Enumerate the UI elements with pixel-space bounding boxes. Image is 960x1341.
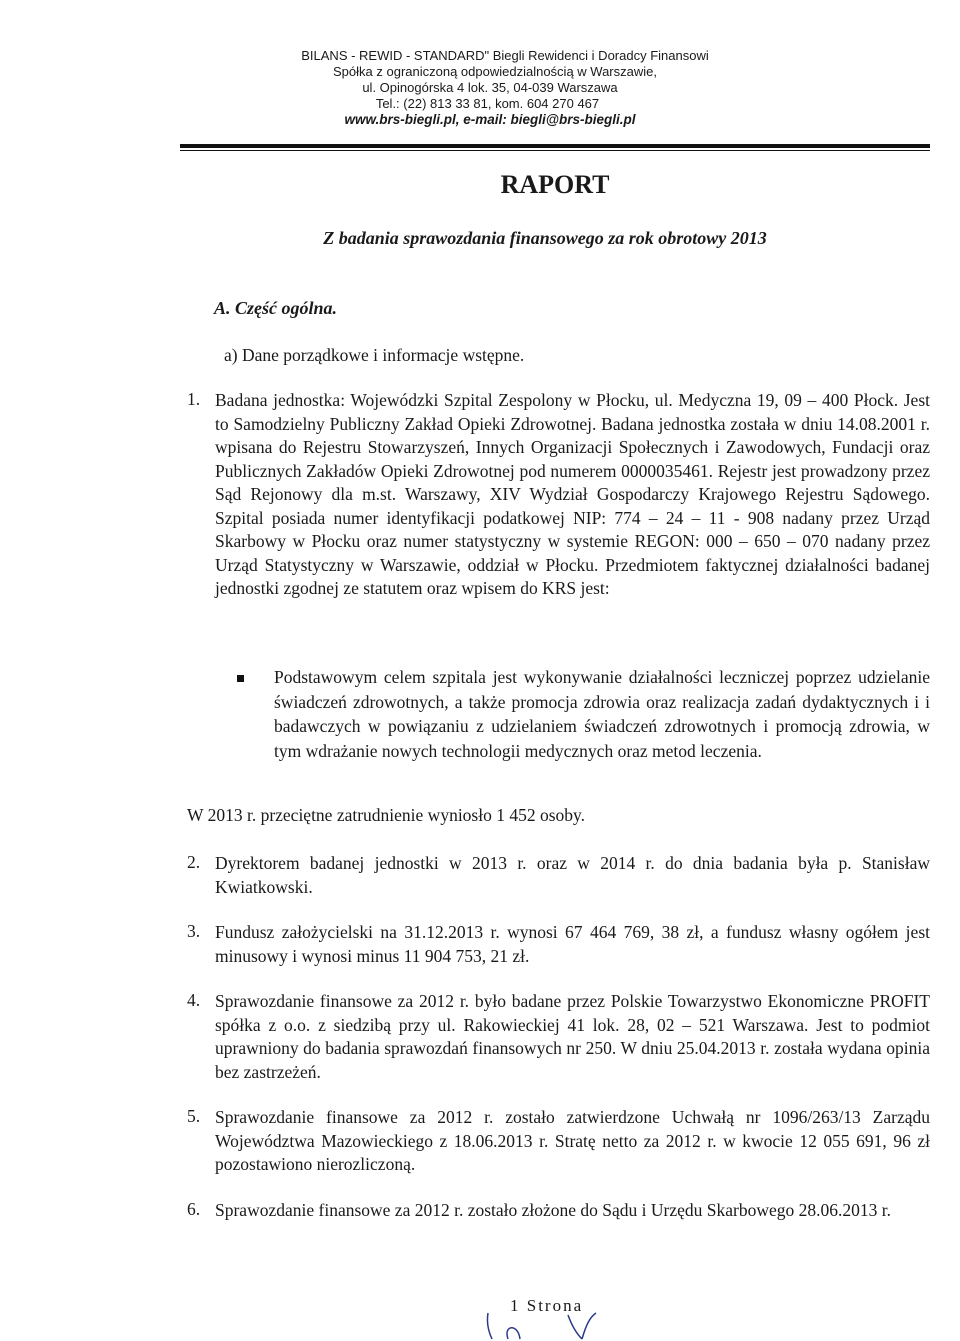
item-text: Sprawozdanie finansowe za 2012 r. było badane przez Polskie Towarzystwo Ekonomiczne PROFIT spółka z o.o. z siedzibą przy ul. Rakowieckiej 41 lok. 28, 02 – 521 Warszawa. Jest to podmiot uprawniony do badania sprawozdań finansowych nr 250. W dniu 25.04.2013 r. została wydana opinia bez zastrzeżeń. bbox=[215, 991, 930, 1082]
item-number: 3. bbox=[187, 921, 201, 941]
item-text: Sprawozdanie finansowe za 2012 r. zostało zatwierdzone Uchwałą nr 1096/263/13 Zarządu Województwa Mazowieckiego z 18.06.2013 r. Stratę netto za 2012 r. w kwocie 12 055 691, 96 zł pozostawiono nierozliczoną. bbox=[215, 1107, 930, 1174]
page-footer: 1 Strona bbox=[510, 1296, 584, 1315]
item-text: Badana jednostka: Wojewódzki Szpital Zespolony w Płocku, ul. Medyczna 19, 09 – 400 Płock. Jest to Samodzielny Publiczny Zakład Opieki Zdrowotnej. Badana jednostka została w dniu 14.08.2001 r. wpisana do Rejestru Stowarzyszeń, Innych Organizacji Społecznych i Zawodowych, Fundacji oraz Publicznych Zakładów Opieki Zdrowotnej pod numerem 0000035461. Rejestr jest prowadzony przez Sąd Rejonowy dla m.st. Warszawy, XIV Wydział Gospodarczy Krajowego Rejestru Sądowego. Szpital posiada numer identyfikacji podatkowej NIP: 774 – 24 – 11 - 908 nadany przez Urząd Skarbowy w Płocku oraz numer statystyczny w systemie REGON: 000 – 650 – 070 nadany przez Urząd Statystyczny w Warszawie, oddział w Płocku. Przedmiotem faktycznej działalności badanej jednostki zgodnej ze statutem oraz wpisem do KRS jest: bbox=[215, 390, 930, 598]
header-rule-thick bbox=[180, 144, 930, 148]
letterhead bbox=[0, 48, 960, 128]
document-subtitle: Z badania sprawozdania finansowego za rok obrotowy 2013 bbox=[323, 228, 767, 248]
item-text: Fundusz założycielski na 31.12.2013 r. wynosi 67 464 769, 38 zł, a fundusz własny ogółem jest minusowy i wynosi minus 11 904 753, 21 zł. bbox=[215, 922, 930, 966]
document-title: RAPORT bbox=[500, 170, 610, 199]
item-text: Sprawozdanie finansowe za 2012 r. zostało złożone do Sądu i Urzędu Skarbowego 28.06.2013 r. bbox=[215, 1200, 892, 1220]
letterhead-phone: Tel.: (22) 813 33 81, kom. 604 270 467 bbox=[375, 96, 600, 111]
item-text: Dyrektorem badanej jednostki w 2013 r. oraz w 2014 r. do dnia badania była p. Stanisław Kwiatkowski. bbox=[215, 853, 930, 897]
bullet-marker bbox=[237, 675, 244, 682]
header-rule-thin bbox=[180, 150, 930, 151]
bullet-text: Podstawowym celem szpitala jest wykonywanie działalności leczniczej poprzez udzielanie świadczeń zdrowotnych, a także promocja zdrowia oraz realizacja zadań dydaktycznych i i badawczych w powiązaniu z udzielaniem świadczeń zdrowotnych i promocją zdrowia, w tym wdrażanie nowych technologii medycznych oraz metod leczenia. bbox=[274, 667, 930, 761]
item-number: 4. bbox=[187, 990, 201, 1010]
letterhead-company: BILANS - REWID - STANDARD" Biegli Rewidenci i Doradcy Finansowi bbox=[301, 48, 709, 63]
item-number: 2. bbox=[187, 852, 201, 872]
letterhead-legal-form: Spółka z ograniczoną odpowiedzialnością w Warszawie, bbox=[333, 64, 657, 79]
item-number: 6. bbox=[187, 1199, 201, 1219]
section-a-subheading: a) Dane porządkowe i informacje wstępne. bbox=[224, 345, 525, 365]
employment-line: W 2013 r. przeciętne zatrudnienie wyniosło 1 452 osoby. bbox=[187, 805, 586, 825]
item-number: 5. bbox=[187, 1106, 201, 1126]
section-a-heading: A. Część ogólna. bbox=[214, 298, 338, 318]
letterhead-web-email[interactable]: www.brs-biegli.pl, e-mail: biegli@brs-biegli.pl bbox=[344, 112, 636, 127]
item-number: 1. bbox=[187, 389, 201, 409]
letterhead-address: ul. Opinogórska 4 lok. 35, 04-039 Warszawa bbox=[362, 80, 618, 95]
handwritten-initials-icon bbox=[478, 1305, 618, 1341]
